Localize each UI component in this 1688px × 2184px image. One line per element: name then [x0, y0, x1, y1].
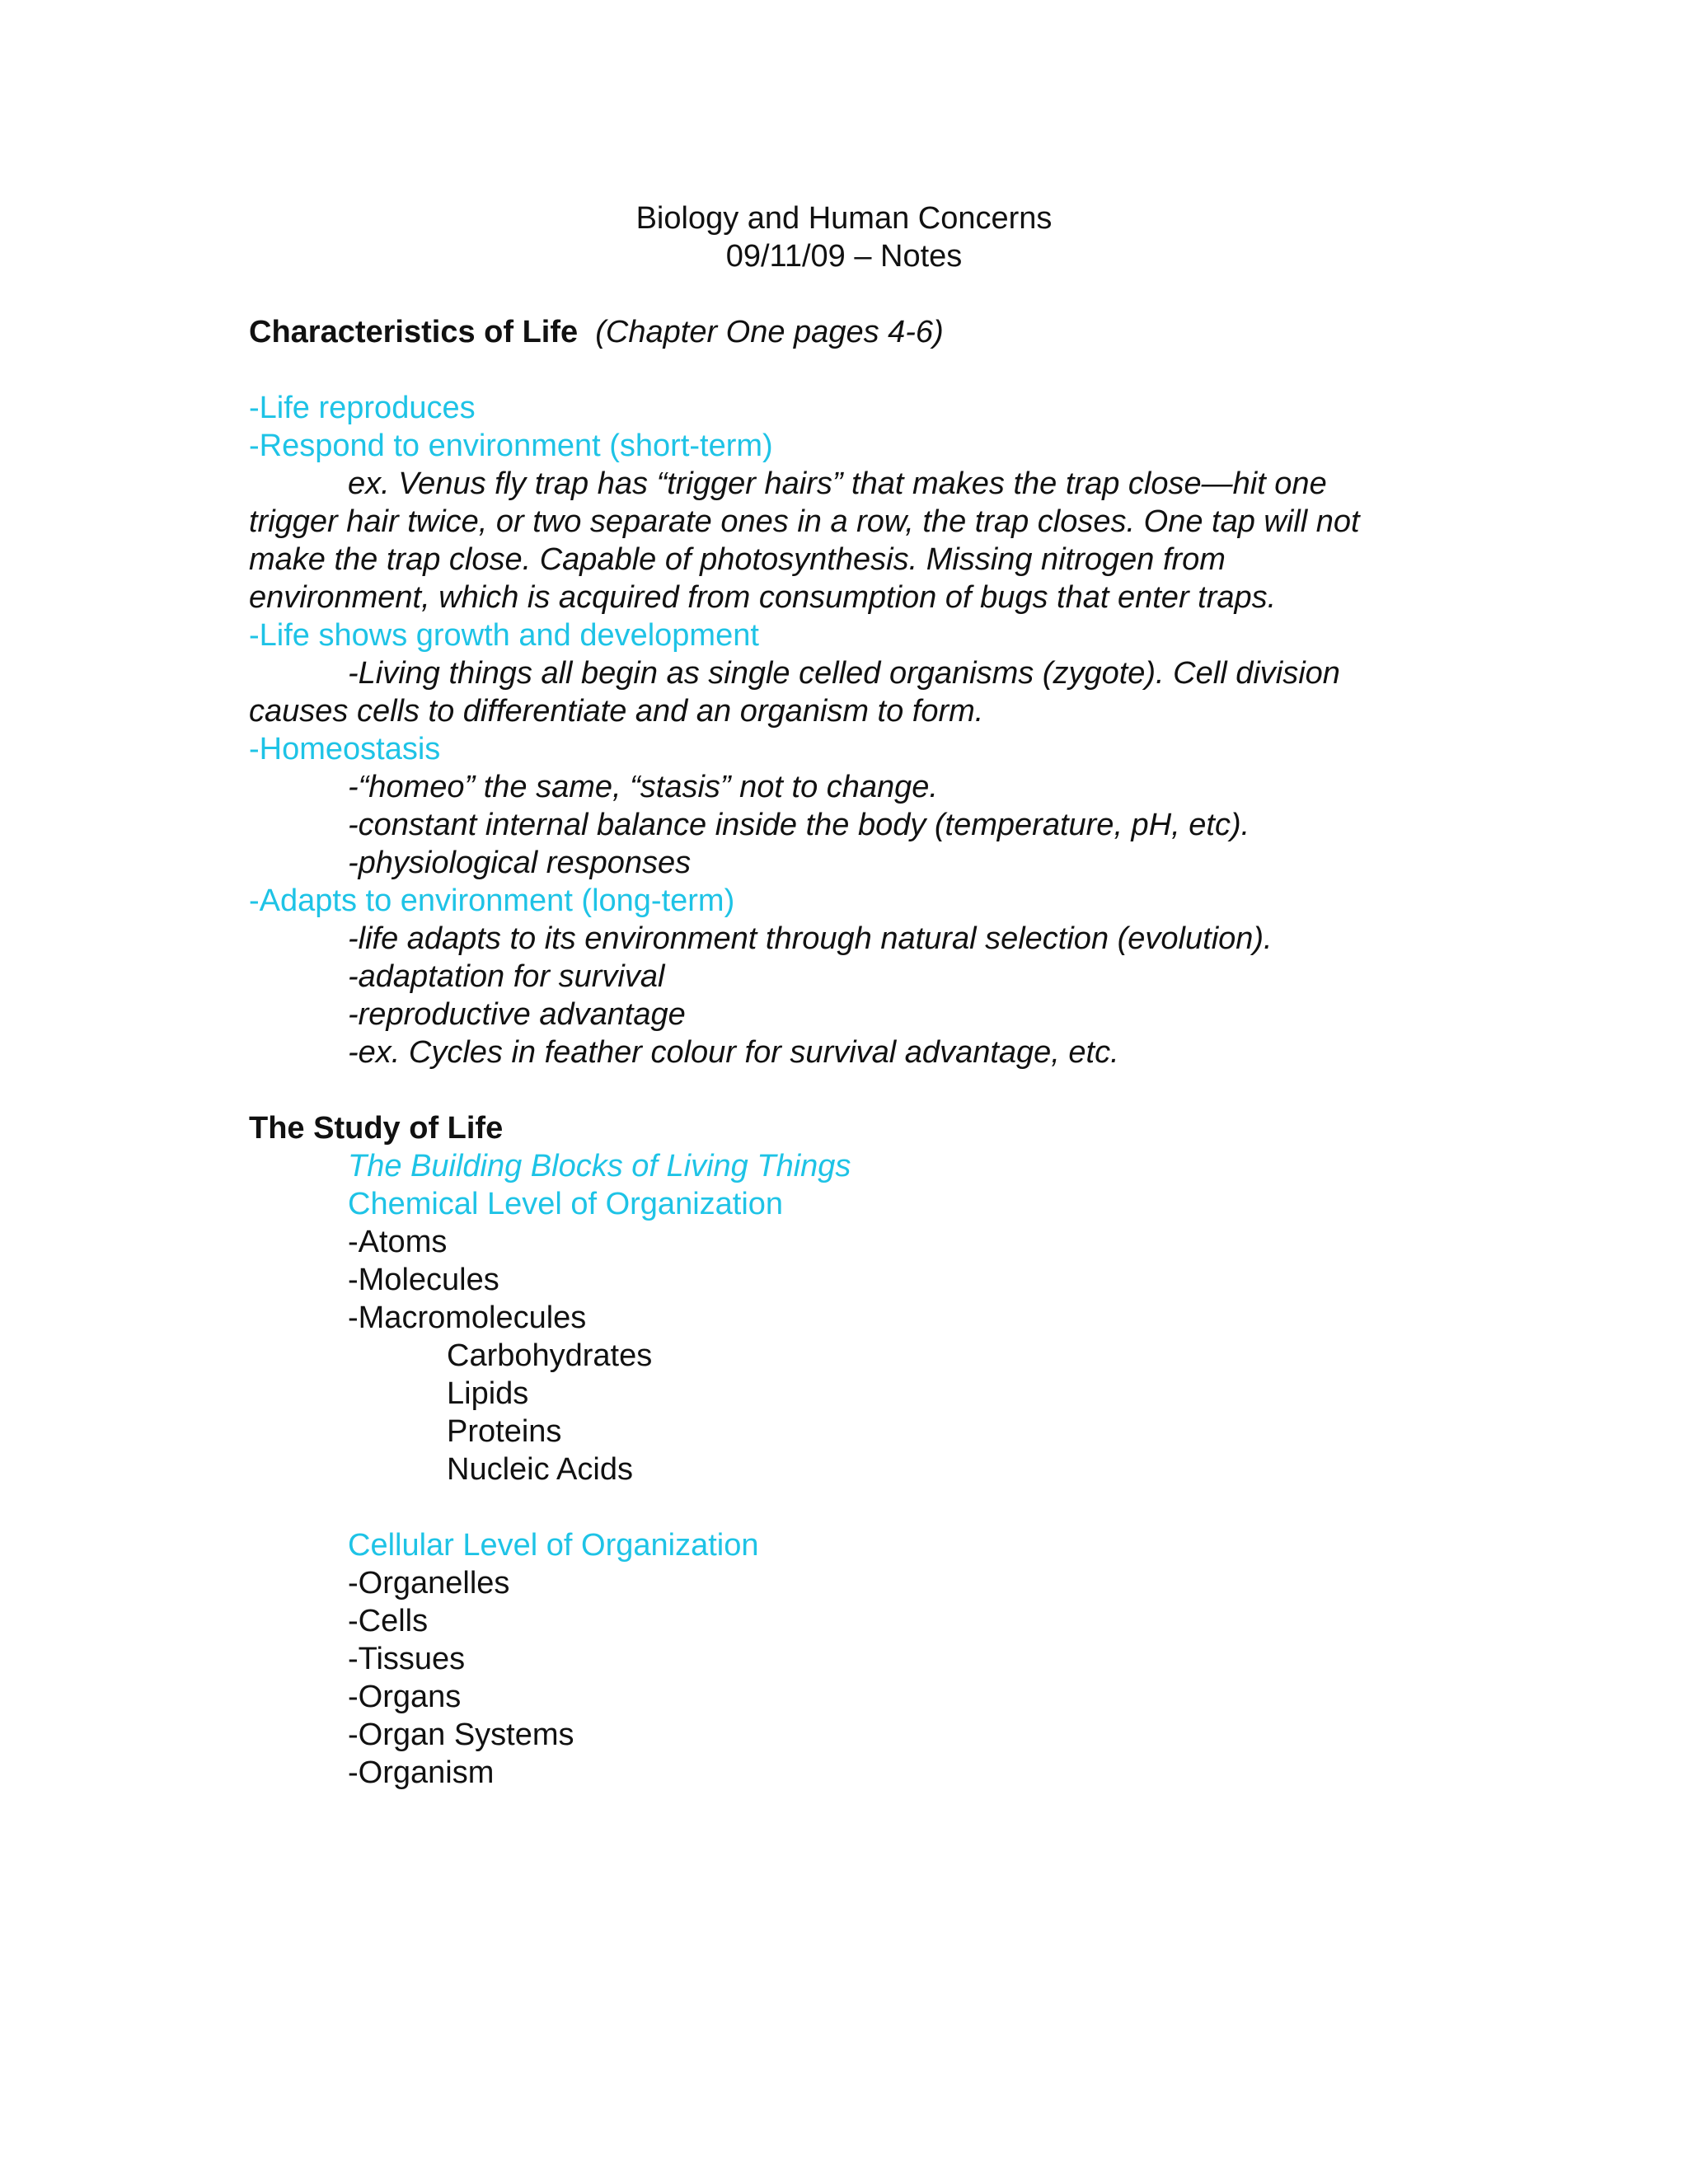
sub-item: -“homeo” the same, “stasis” not to change. [348, 770, 938, 804]
section-heading-characteristics [249, 313, 944, 351]
subsection-title: The Building Blocks of Living Things [348, 1149, 851, 1183]
sub-item: -reproductive advantage [348, 997, 686, 1032]
sub-item: -ex. Cycles in feather colour for survival advantage, etc. [348, 1035, 1119, 1070]
list-item: -Macromolecules [348, 1301, 587, 1335]
paragraph-line: ex. Venus fly trap has “trigger hairs” that makes the trap close—hit one [348, 466, 1327, 501]
paragraph-line: trigger hair twice, or two separate ones in a row, the trap closes. One tap will not [249, 504, 1360, 539]
list-item: -Organism [348, 1755, 495, 1790]
document-date: 09/11/09 – Notes [725, 239, 963, 274]
list-item: -Tissues [348, 1642, 466, 1676]
list-item: -Respond to environment (short-term) [249, 429, 773, 463]
chapter-reference: (Chapter One pages 4-6) [595, 315, 944, 349]
sub-item: -life adapts to its environment through natural selection (evolution). [348, 921, 1273, 956]
list-item: -Organelles [348, 1566, 510, 1601]
nested-list-item: Proteins [447, 1414, 562, 1449]
subsection-title: Cellular Level of Organization [348, 1528, 759, 1563]
list-item: -Adapts to environment (long-term) [249, 883, 735, 918]
document-title: Biology and Human Concerns [635, 201, 1053, 236]
paragraph-line: -Living things all begin as single celled organisms (zygote). Cell division [348, 656, 1340, 691]
nested-list-item: Nucleic Acids [447, 1452, 633, 1487]
sub-item: -physiological responses [348, 846, 692, 880]
list-item: -Homeostasis [249, 732, 441, 766]
subsection-title: Chemical Level of Organization [348, 1187, 784, 1221]
sub-item: -constant internal balance inside the body (temperature, pH, etc). [348, 808, 1250, 842]
section-title: The Study of Life [249, 1111, 504, 1146]
nested-list-item: Lipids [447, 1376, 529, 1411]
list-item: -Cells [348, 1604, 429, 1638]
list-item: -Organs [348, 1680, 462, 1714]
paragraph-line: causes cells to differentiate and an organism to form. [249, 694, 984, 729]
paragraph-line: make the trap close. Capable of photosynthesis. Missing nitrogen from [249, 542, 1226, 577]
list-item: -Life reproduces [249, 391, 476, 425]
paragraph-line: environment, which is acquired from consumption of bugs that enter traps. [249, 580, 1277, 615]
section-title: Characteristics of Life [249, 315, 579, 349]
list-item: -Atoms [348, 1225, 448, 1259]
sub-item: -adaptation for survival [348, 959, 665, 994]
list-item: -Life shows growth and development [249, 618, 759, 653]
nested-list-item: Carbohydrates [447, 1338, 653, 1373]
list-item: -Organ Systems [348, 1718, 574, 1752]
list-item: -Molecules [348, 1263, 499, 1297]
